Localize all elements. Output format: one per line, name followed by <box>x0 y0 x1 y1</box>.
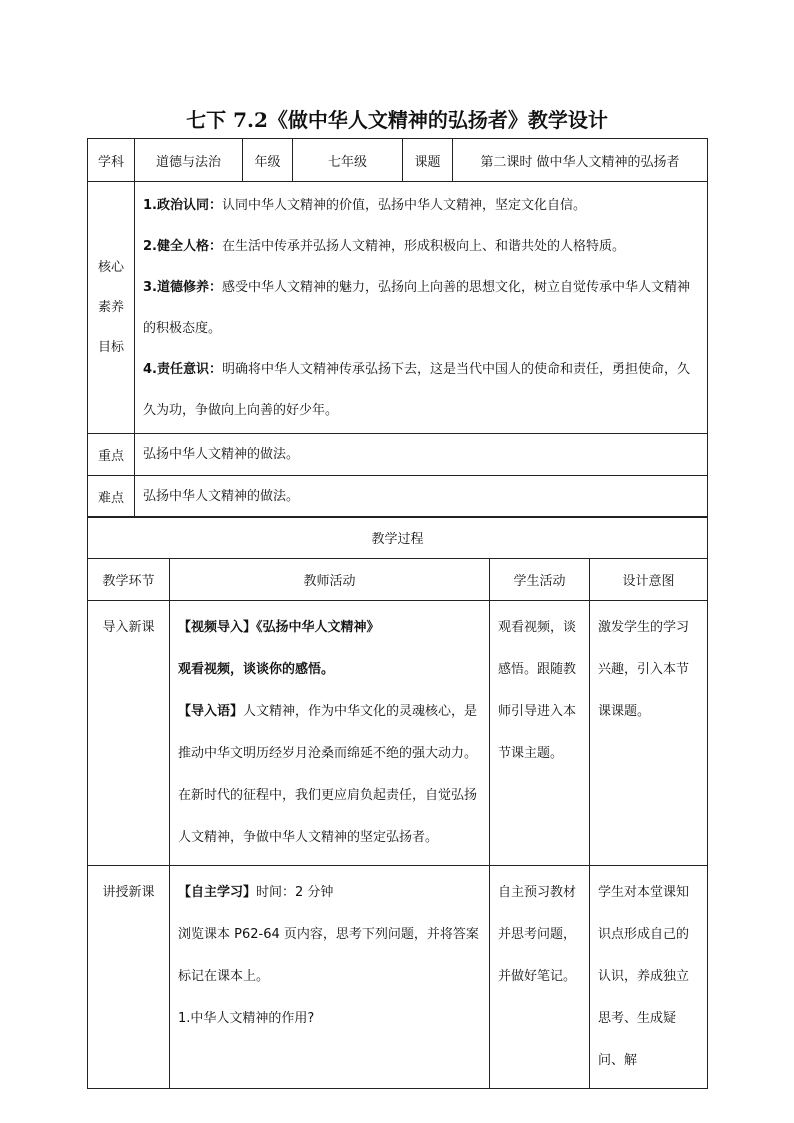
goal-item: 1.政治认同：认同中华人文精神的价值，弘扬中华人文精神，坚定文化自信。 <box>143 197 586 213</box>
stage-cell: 导入新课 <box>88 601 170 866</box>
goal-item: 4.责任意识：明确将中华人文精神传承弘扬下去，这是当代中国人的使命和责任，勇担使命，久久为功，争做向上向善的好少年。 <box>143 361 690 418</box>
subject-label: 学科 <box>88 139 135 182</box>
process-header-row <box>88 559 708 601</box>
table-row <box>88 601 708 866</box>
topic-value: 第二课时 做中华人文精神的弘扬者 <box>453 139 708 182</box>
column-header: 设计意图 <box>590 559 708 601</box>
grade-label: 年级 <box>243 139 293 182</box>
goals-content <box>135 182 708 434</box>
difficult-point-label: 难点 <box>88 476 135 518</box>
goal-item: 3.道德修养：感受中华人文精神的魅力，弘扬向上向善的思想文化，树立自觉传承中华人文精神的积极态度。 <box>143 279 690 336</box>
stage-cell: 讲授新课 <box>88 866 170 1089</box>
goals-label-line1: 核心 <box>97 259 124 275</box>
design-intent-cell: 学生对本堂课知识点形成自己的认识，养成独立思考、生成疑问、解 <box>590 866 708 1089</box>
goal-item: 2.健全人格：在生活中传承并弘扬人文精神，形成积极向上、和谐共处的人格特质。 <box>143 238 625 254</box>
student-activity-cell: 自主预习教材并思考问题，并做好笔记。 <box>490 866 590 1089</box>
column-header: 教师活动 <box>170 559 490 601</box>
process-table <box>87 516 708 1089</box>
difficult-point-text: 弘扬中华人文精神的做法。 <box>135 476 708 518</box>
topic-label: 课题 <box>403 139 453 182</box>
key-point-label: 重点 <box>88 434 135 476</box>
goals-row <box>88 182 708 434</box>
student-activity-cell: 观看视频，谈感悟。跟随教师引导进入本节课主题。 <box>490 601 590 866</box>
info-table <box>87 138 708 518</box>
info-row <box>88 139 708 182</box>
goals-label-line3: 目标 <box>97 339 124 355</box>
design-intent-cell: 激发学生的学习兴趣，引入本节课课题。 <box>590 601 708 866</box>
table-row <box>88 866 708 1089</box>
goals-label <box>88 182 135 434</box>
difficult-point-row <box>88 476 708 518</box>
goals-label-line2: 素养 <box>97 299 124 315</box>
subject-value: 道德与法治 <box>135 139 243 182</box>
column-header: 教学环节 <box>88 559 170 601</box>
teacher-activity-cell: 【视频导入】《弘扬中华人文精神》 观看视频，谈谈你的感悟。 【导入语】人文精神，作为中华文化的灵魂核心，是推动中华文明历经岁月沧桑而绵延不绝的强大动力。在新时代的征程中，我们更应肩负起责任，自觉弘扬人文精神，争做中华人文精神的坚定弘扬者。 <box>170 601 490 866</box>
teacher-activity-cell: 【自主学习】时间：2 分钟 浏览课本 P62-64 页内容，思考下列问题，并将答案标记在课本上。 1.中华人文精神的作用? <box>170 866 490 1089</box>
key-point-text: 弘扬中华人文精神的做法。 <box>135 434 708 476</box>
column-header: 学生活动 <box>490 559 590 601</box>
key-point-row <box>88 434 708 476</box>
document-title: 七下 7.2《做中华人文精神的弘扬者》教学设计 <box>186 108 608 132</box>
process-heading: 教学过程 <box>88 517 708 559</box>
grade-value: 七年级 <box>293 139 403 182</box>
